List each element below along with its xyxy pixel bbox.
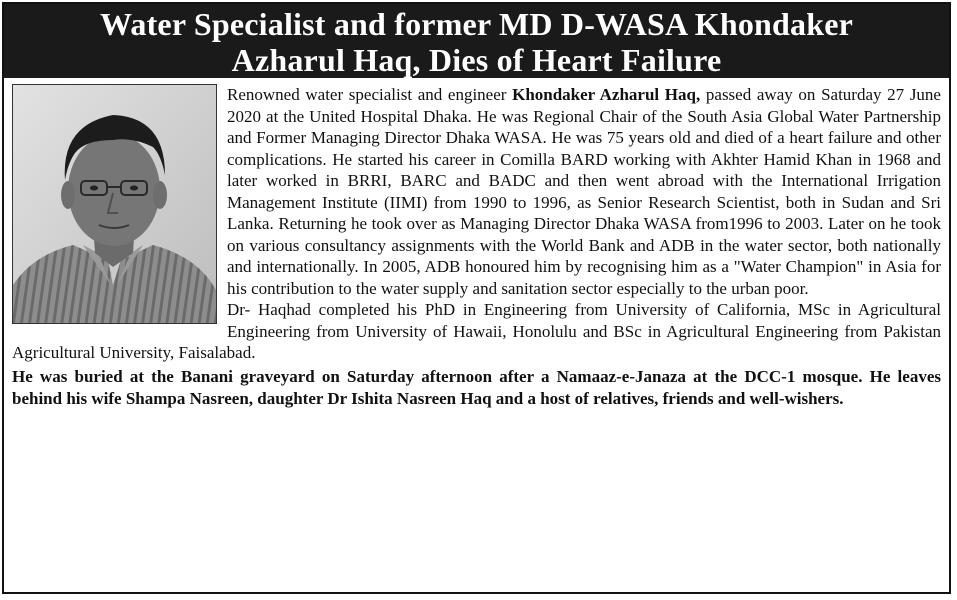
headline [4,4,949,78]
article-paragraph-3: He was buried at the Banani graveyard on Saturday afternoon after a Namaaz-e-Janaza at the DCC-1 mosque. He leaves behind his wife Shampa Nasreen, daughter Dr Ishita Nasreen Haq and a host of relatives, friends and well-wishers. [12,366,941,408]
headline-line-1: Water Specialist and former MD D-WASA Khondaker [99,6,854,42]
deceased-name: Khondaker Azharul Haq, [512,85,701,104]
article-paragraph-2: Dr- Haqhad completed his PhD in Engineering from University of California, MSc in Agricultural Engineering from University of Hawaii, Honolulu and BSc in Agricultural Engineering from Pakistan Agricultural University, Faisalabad. [12,300,941,362]
article-body [4,78,949,410]
portrait-photo-icon [13,85,216,323]
article-paragraph-1: Renowned water specialist and engineer Khondaker Azharul Haq, passed away on Saturday 27 June 2020 at the United Hospital Dhaka. He was Regional Chair of the South Asia Global Water Partnership and Former Managing Director Dhaka WASA. He was 75 years old and died of a heart failure and other complications. He started his career in Comilla BARD working with Akhter Hamid Khan in 1968 and later worked in BRRI, BARC and BADC and then went abroad with the International Irrigation Management Institute (IIMI) from 1990 to 1996, as Senior Research Scientist, both in Sudan and Sri Lanka. Returning he took over as Managing Director Dhaka WASA from1996 to 2003. Later on he took on various consultancy assignments with the World Bank and ADB in the water sector, both nationally and internationally. In 2005, ADB honoured him by recognising him as a "Water Champion" in Asia for his contribution to the water supply and sanitation sector especially to the urban poor. [227,85,941,298]
headline-line-2: Azharul Haq, Dies of Heart Failure [231,42,722,78]
obituary-notice [2,2,951,594]
portrait-photo [12,84,217,324]
